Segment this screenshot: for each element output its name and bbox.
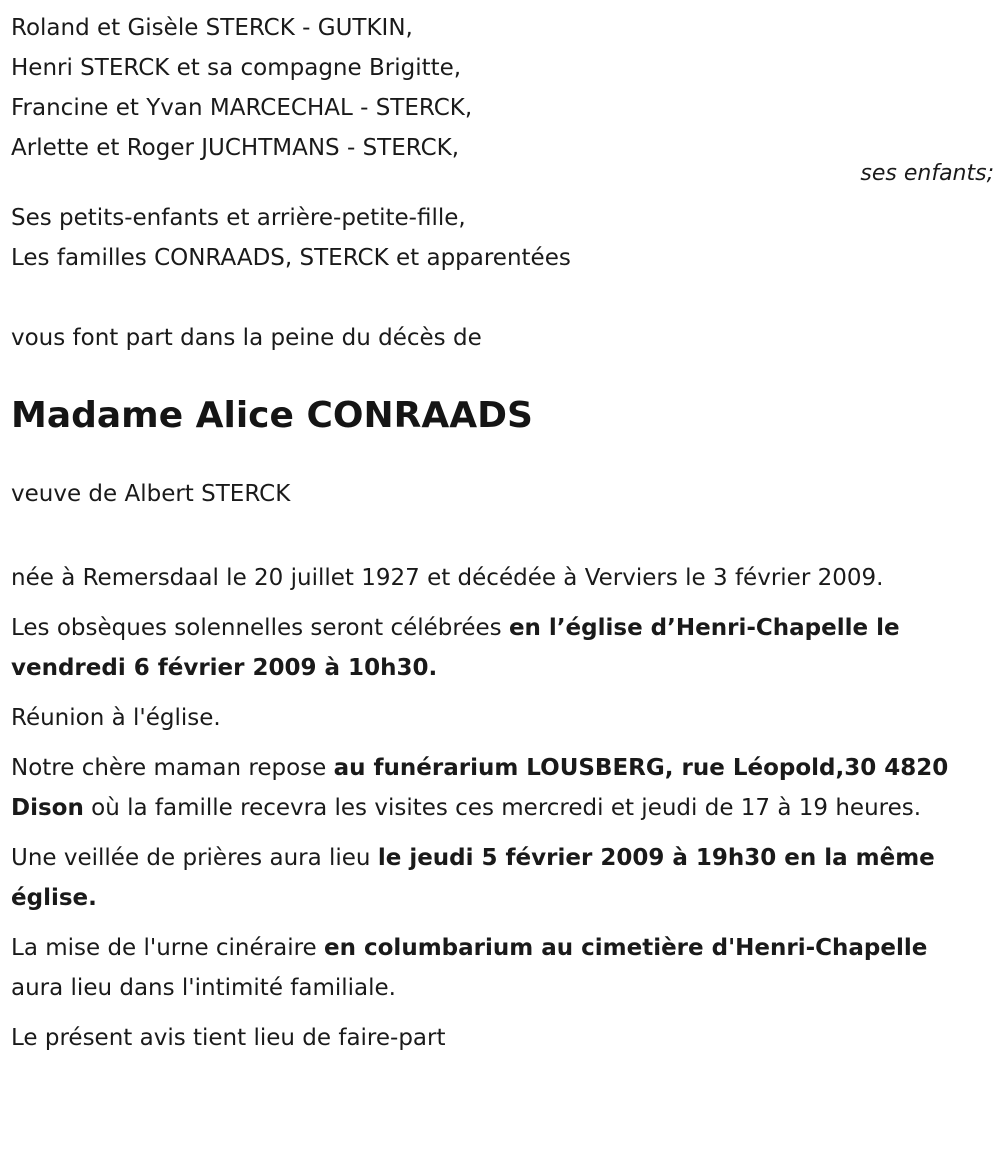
funerarium-address: au funérarium LOUSBERG, rue Léopold,30 4820 Dison [11, 755, 949, 821]
child-line: Arlette et Roger JUCHTMANS - STERCK, [11, 135, 460, 161]
urn-location: en columbarium au cimetière d'Henri-Chapelle [324, 935, 928, 961]
urn-text: La mise de l'urne cinéraire [11, 935, 325, 961]
reunion-text: Réunion à l'église. [11, 705, 221, 731]
announcement-text: vous font part dans la peine du décès de [11, 325, 482, 351]
family-line: Ses petits-enfants et arrière-petite-fille, [11, 205, 466, 231]
repose-paragraph [11, 748, 986, 828]
child-line: Francine et Yvan MARCECHAL - STERCK, [11, 95, 473, 121]
children-list [11, 8, 986, 168]
visits-text: où la famille recevra les visites ces mercredi et jeudi de 17 à 19 heures. [83, 795, 922, 821]
vigil-paragraph [11, 838, 986, 918]
children-role: ses enfants; [860, 161, 994, 186]
family-line: Les familles CONRAADS, STERCK et apparentées [11, 245, 571, 271]
child-line: Henri STERCK et sa compagne Brigitte, [11, 55, 462, 81]
other-family-list [11, 198, 986, 278]
urn-paragraph [11, 928, 986, 1008]
closing-text: Le présent avis tient lieu de faire-part [11, 1025, 446, 1051]
funeral-paragraph [11, 608, 986, 688]
vigil-details: le jeudi 5 février 2009 à 19h30 en la même église. [11, 845, 935, 911]
funeral-text: Les obsèques solennelles seront célébrées [11, 615, 509, 641]
birth-death-text: née à Remersdaal le 20 juillet 1927 et décédée à Verviers le 3 février 2009. [11, 565, 884, 591]
urn-text-end: aura lieu dans l'intimité familiale. [11, 975, 396, 1001]
deceased-name: Madame Alice CONRAADS [11, 395, 533, 436]
obituary-notice [11, 8, 994, 1058]
child-line: Roland et Gisèle STERCK - GUTKIN, [11, 15, 413, 41]
funeral-details: en l’église d’Henri-Chapelle le vendredi 6 février 2009 à 10h30. [11, 615, 900, 681]
widow-of: veuve de Albert STERCK [11, 481, 291, 507]
repose-text: Notre chère maman repose [11, 755, 334, 781]
vigil-text: Une veillée de prières aura lieu [11, 845, 378, 871]
